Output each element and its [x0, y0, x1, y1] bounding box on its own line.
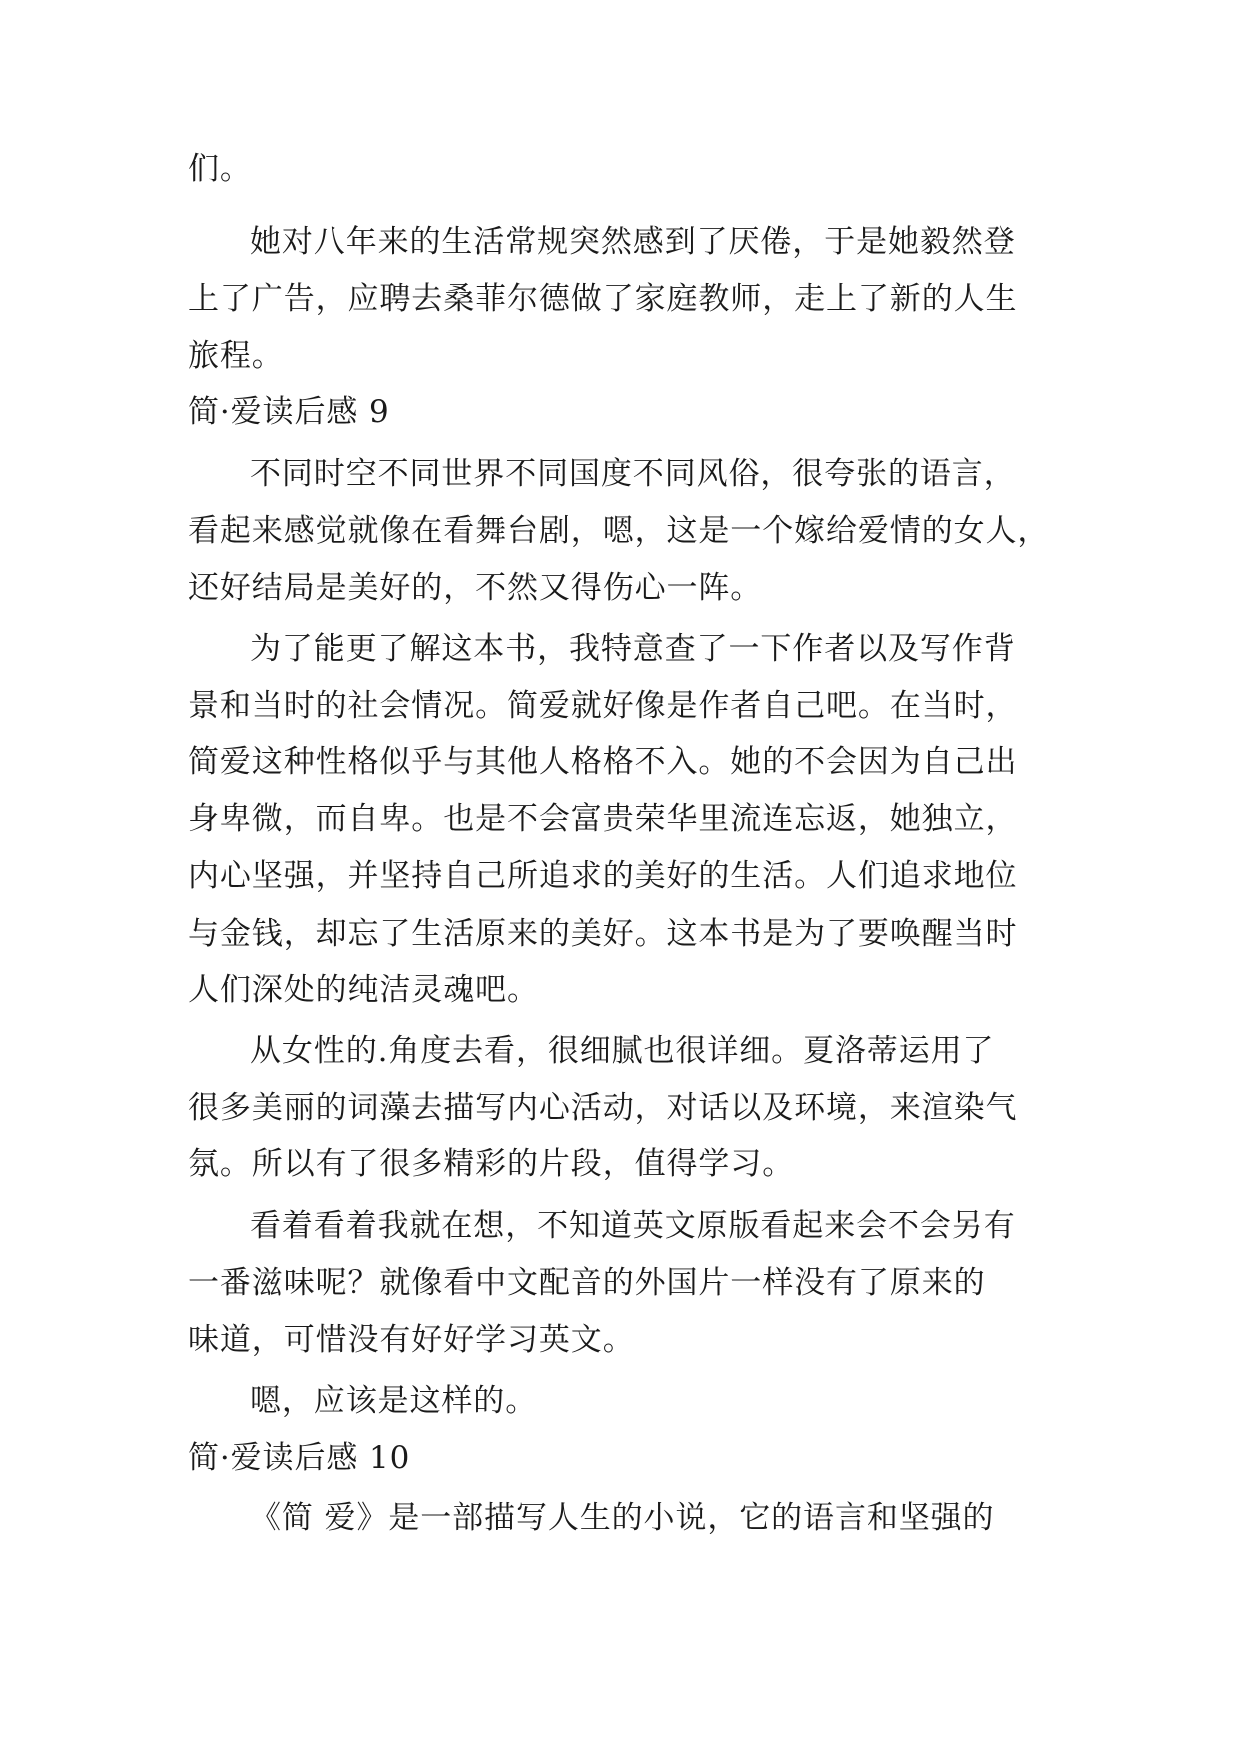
text-line: 还好结局是美好的，不然又得伤心一阵。: [188, 570, 763, 606]
text-line: 不同时空不同世界不同国度不同风俗，很夸张的语言，: [250, 456, 1016, 492]
text-line: 为了能更了解这本书，我特意查了一下作者以及写作背: [250, 631, 1016, 667]
section-heading: 简·爱读后感 9: [188, 394, 390, 430]
text-line: 看着看着我就在想，不知道英文原版看起来会不会另有: [250, 1208, 1016, 1244]
text-line: 上了广告，应聘去桑菲尔德做了家庭教师，走上了新的人生: [188, 281, 1018, 317]
text-line: 味道，可惜没有好好学习英文。: [188, 1322, 635, 1358]
text-line: 内心坚强，并坚持自己所追求的美好的生活。人们追求地位: [188, 858, 1018, 894]
text-line: 从女性的.角度去看，很细腻也很详细。夏洛蒂运用了: [250, 1033, 995, 1069]
text-line: 景和当时的社会情况。简爱就好像是作者自己吧。在当时，: [188, 688, 1018, 724]
text-line: 嗯，应该是这样的。: [250, 1383, 538, 1419]
text-line: 们。: [188, 151, 252, 187]
text-line: 很多美丽的词藻去描写内心活动，对话以及环境，来渲染气: [188, 1090, 1018, 1126]
text-line: 简爱这种性格似乎与其他人格格不入。她的不会因为自己出: [188, 744, 1018, 780]
text-line: 她对八年来的生活常规突然感到了厌倦，于是她毅然登: [250, 224, 1016, 260]
text-line: 看起来感觉就像在看舞台剧，嗯，这是一个嫁给爱情的女人，: [188, 513, 1050, 549]
text-line: 旅程。: [188, 338, 284, 374]
text-line: 氛。所以有了很多精彩的片段，值得学习。: [188, 1146, 795, 1182]
text-line: 人们深处的纯洁灵魂吧。: [188, 972, 539, 1008]
text-line: 与金钱，却忘了生活原来的美好。这本书是为了要唤醒当时: [188, 916, 1018, 952]
text-line: 一番滋味呢？就像看中文配音的外国片一样没有了原来的: [188, 1265, 986, 1301]
text-line: 身卑微，而自卑。也是不会富贵荣华里流连忘返，她独立，: [188, 801, 1018, 837]
section-heading: 简·爱读后感 10: [188, 1440, 411, 1476]
text-line: 《简 爱》是一部描写人生的小说，它的语言和坚强的: [250, 1500, 995, 1536]
